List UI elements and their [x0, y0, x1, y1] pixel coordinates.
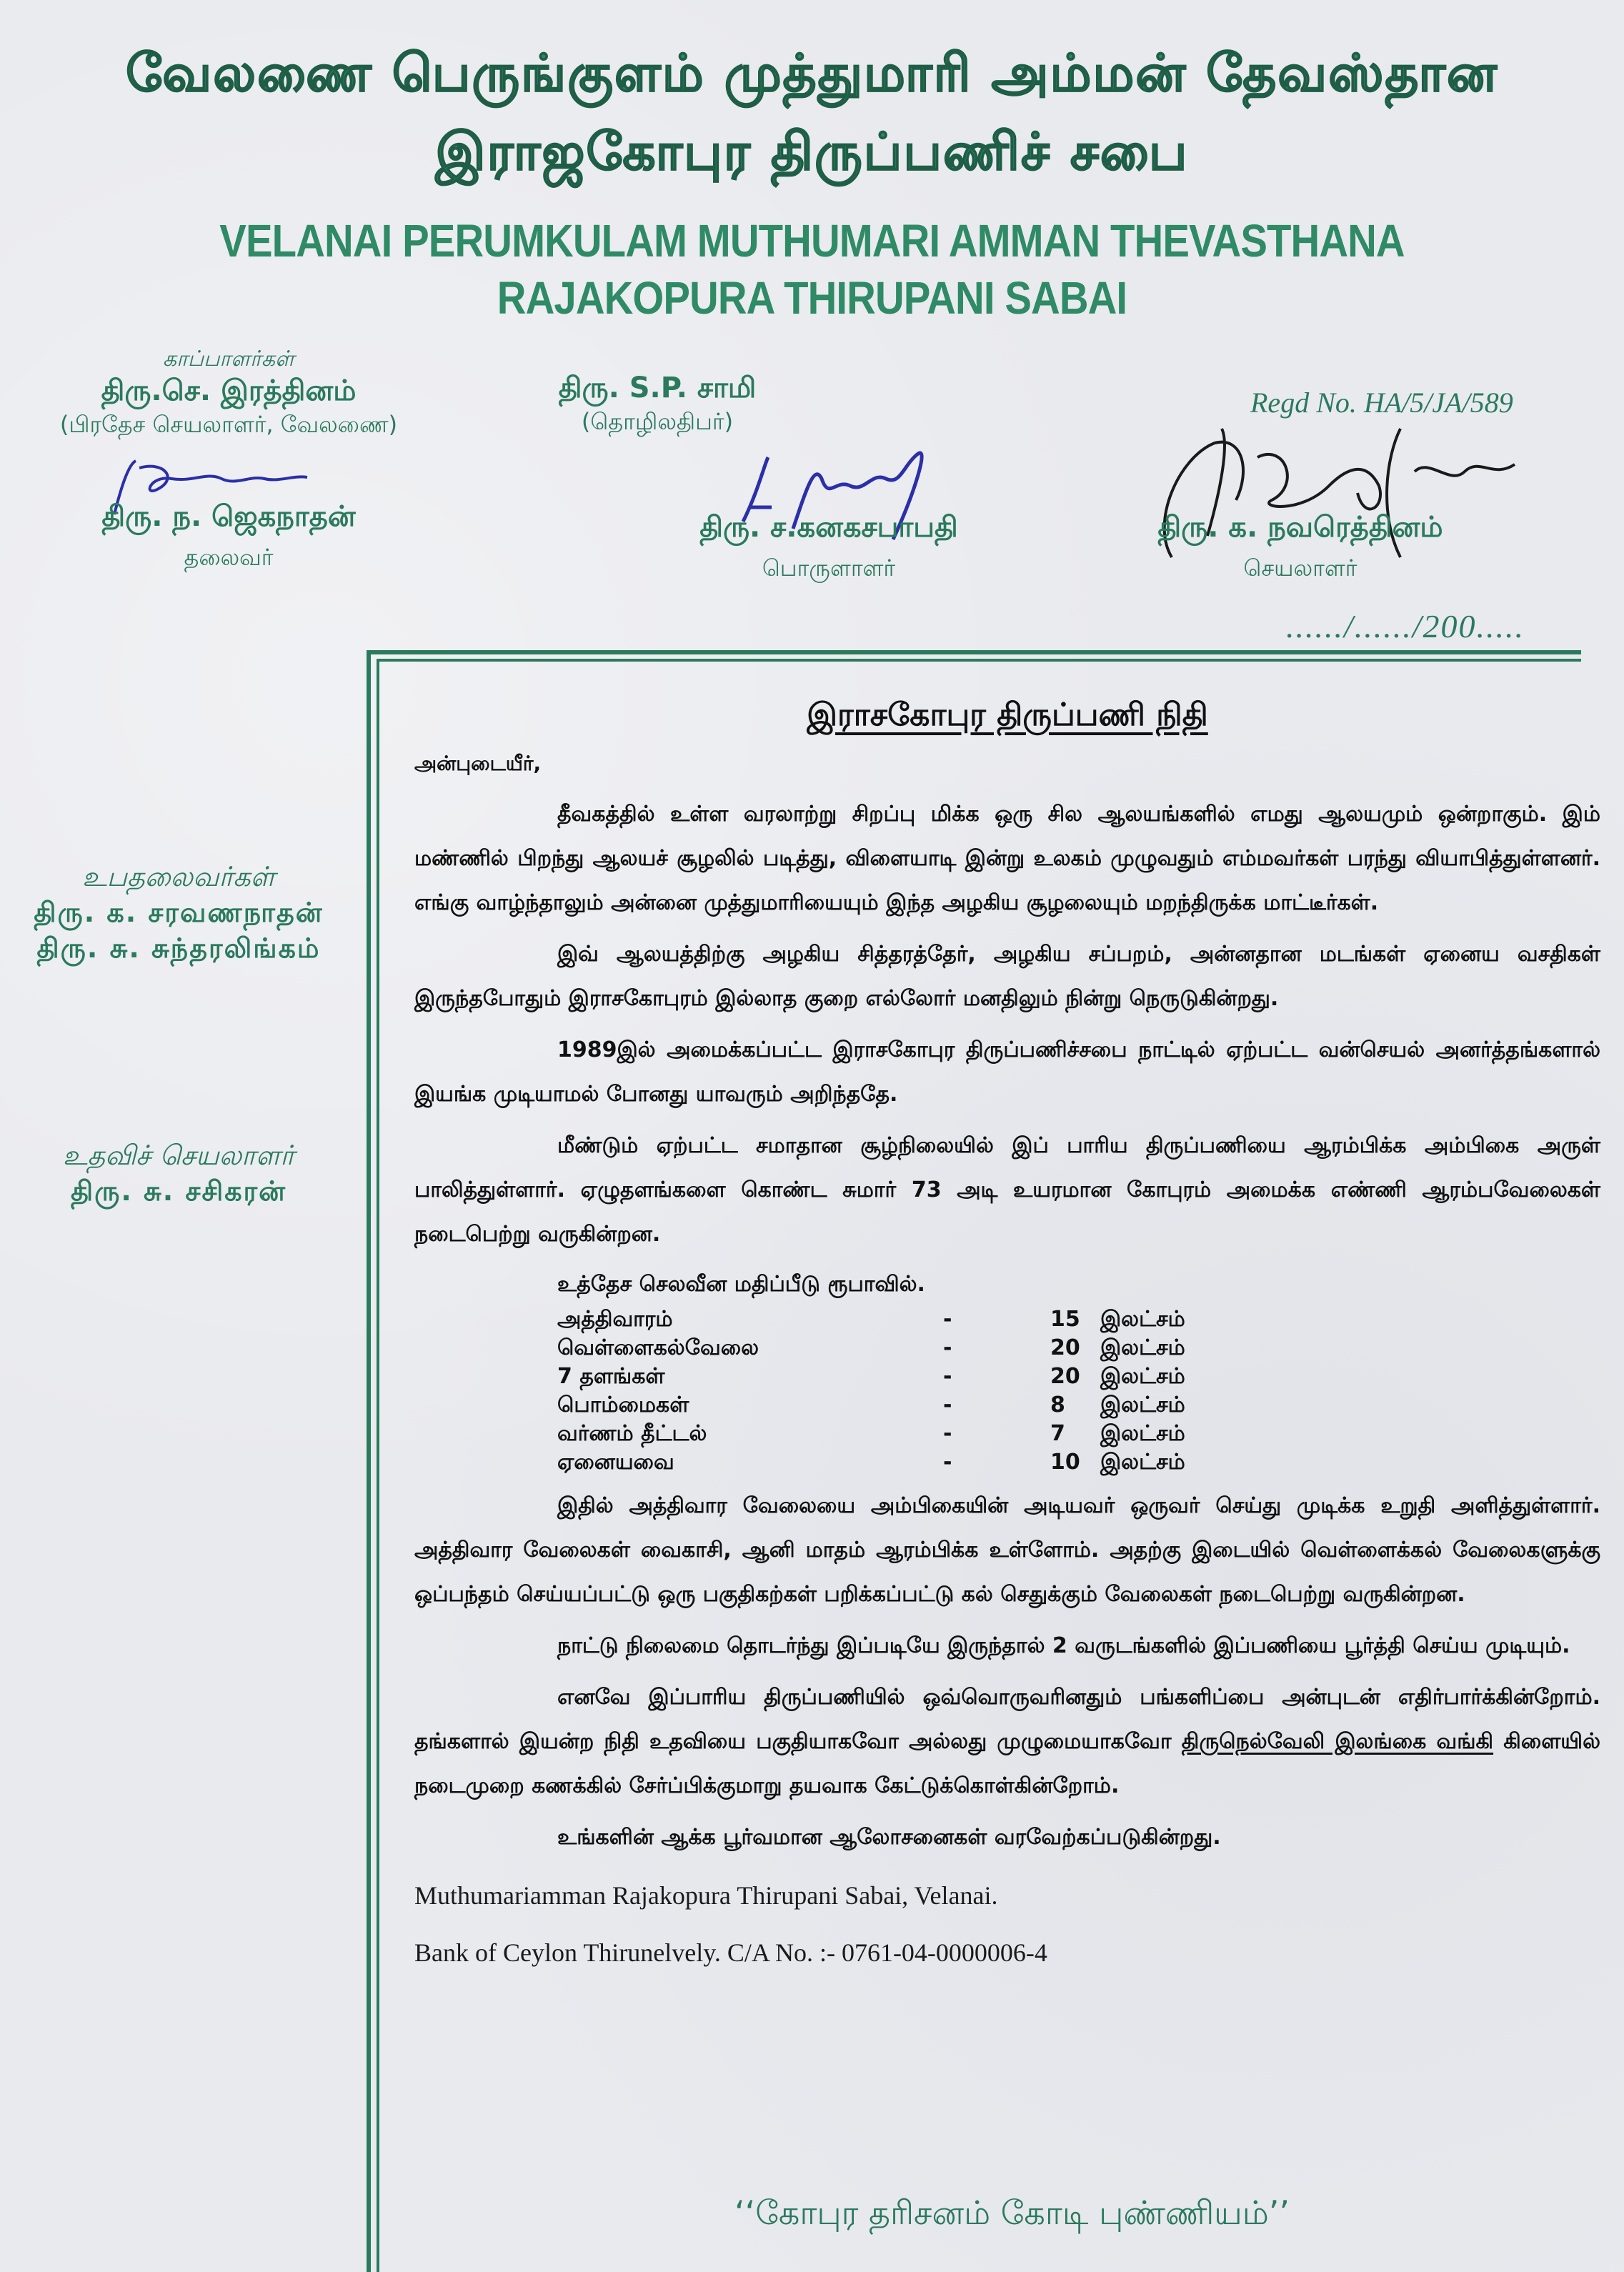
cost-item-value: 8: [1050, 1392, 1065, 1417]
frame-top-inner-border: [377, 659, 1581, 662]
cost-item-dash: -: [943, 1421, 952, 1446]
paragraph-1: தீவகத்தில் உள்ள வரலாற்று சிறப்பு மிக்க ஒரு சில ஆலயங்களில் எமது ஆலயமும் ஒன்றாகும். இம் மண்ணில் பிறந்து ஆலயச் சூழலில் படித்து, விளையாடி இன்று உலகம் முழுவதும் எம்மவர்கள் பரந்து வியாபித்துள்ளனர். எங்கு வாழ்ந்தாலும் அன்னை முத்துமாரியையும் இந்த அழகிய சூழலையும் மறந்திருக்க மாட்டீர்கள்.: [414, 802, 1600, 915]
cost-item-value: 7: [1050, 1421, 1065, 1446]
cost-item-unit: இலட்சம்: [1100, 1364, 1185, 1389]
cost-item-dash: -: [943, 1364, 952, 1389]
asst-secretary-label: உதவிச் செயலாளர்: [62, 1140, 295, 1171]
letter-body: [414, 697, 1600, 1981]
frame-left-inner-border: [377, 659, 379, 2272]
cost-item-name: ஏனையவை: [557, 1450, 674, 1475]
patron-block-2: [514, 372, 800, 438]
bank-name-tamil: திருநெல்வேலி இலங்கை வங்கி: [1181, 1729, 1494, 1754]
paragraph-7-part-a: எனவே இப்பாரிய திருப்பணியில் ஒவ்வொருவரினதும் பங்களிப்பை அன்புடன் எதிர்பார்க்கின்றோம். தங்களால் இயன்ற நிதி உதவியை பகுதியாகவோ அல்லது முழுமையாகவோ: [414, 1685, 1600, 1754]
treasurer-role: பொருளாளர்: [762, 554, 896, 582]
paragraph-4: மீண்டும் ஏற்பட்ட சமாதான சூழ்நிலையில் இப் பாரிய திருப்பணியை ஆரம்பிக்க அம்பிகை அருள் பாலித்துள்ளார். ஏழுதளங்களை கொண்ட சுமார் 73 அடி உயரமான கோபுரம் அமைக்க எண்ணி ஆரம்பவேலைகள் நடைபெற்று வருகின்றன.: [414, 1133, 1600, 1247]
date-field: ....../....../200.....: [1286, 608, 1525, 644]
cost-row: [557, 1391, 1600, 1420]
frame-top-border: [367, 650, 1581, 654]
cost-row: [557, 1334, 1600, 1362]
president-name: திரு. ந. ஜெகநாதன்: [101, 500, 356, 533]
asst-secretary-group: [0, 1140, 357, 1211]
cost-estimate-table: [557, 1264, 1600, 1477]
secretary-block: [1115, 511, 1486, 584]
paragraph-2: இவ் ஆலயத்திற்கு அழகிய சித்தரத்தேர், அழகிய சப்பறம், அன்னதான மடங்கள் ஏனைய வசதிகள் இருந்தபோதும் இராசகோபுரம் இல்லாத குறை எல்லோர் மனதிலும் நின்று நெருடுகின்றது.: [414, 942, 1600, 1011]
cost-item-unit: இலட்சம்: [1100, 1450, 1185, 1475]
cost-row: [557, 1420, 1600, 1448]
cost-item-dash: -: [943, 1335, 952, 1360]
frame-left-border: [367, 650, 371, 2272]
paragraph-3: 1989இல் அமைக்கப்பட்ட இராசகோபுர திருப்பணிச்சபை நாட்டில் ஏற்பட்ட வன்செயல் அனர்த்தங்களால் இயங்க முடியாமல் போனது யாவரும் அறிந்ததே.: [414, 1037, 1600, 1107]
bank-account-details: Bank of Ceylon Thirunelvely. C/A No. :- 0761-04-0000006-4: [414, 1938, 1047, 1967]
secretary-name: திரு. க. நவரெத்தினம்: [1157, 511, 1443, 544]
cost-item-unit: இலட்சம்: [1100, 1392, 1185, 1417]
paragraph-7-part-b: கிளையில் நடைமுறை கணக்கில் சேர்ப்பிக்குமாறு தயவாக கேட்டுக்கொள்கின்றோம்.: [414, 1729, 1600, 1798]
patron2-name: திரு. S.P. சாமி: [558, 372, 757, 404]
cost-item-dash: -: [943, 1392, 952, 1417]
cost-item-value: 20: [1050, 1364, 1080, 1389]
paragraph-7: [414, 1675, 1600, 1808]
patrons-label: காப்பாளர்கள்: [162, 347, 295, 372]
treasurer-block: [643, 511, 1015, 584]
english-title-line2: RAJAKOPURA THIRUPANI SABAI: [497, 272, 1127, 324]
patron-block-1: [43, 347, 414, 441]
cost-item-name: அத்திவாரம்: [557, 1307, 673, 1332]
cost-item-name: வர்ணம் தீட்டல்: [557, 1421, 707, 1446]
tamil-title-line2: இராஜகோபுர திருப்பணிச் சபை: [435, 121, 1189, 181]
president-role: தலைவர்: [184, 544, 274, 571]
cost-item-dash: -: [943, 1450, 952, 1475]
registration-number: Regd No. HA/5/JA/589: [1250, 387, 1513, 419]
letter-title: இராசகோபுர திருப்பணி நிதி: [807, 697, 1208, 733]
patron1-name: திரு.செ. இரத்தினம்: [101, 374, 357, 407]
cost-item-value: 20: [1050, 1335, 1080, 1360]
asst-secretary-name: திரு. சு. சசிகரன்: [70, 1175, 287, 1207]
vice-president-1: திரு. க. சரவணநாதன்: [34, 897, 324, 928]
english-title-line1: VELANAI PERUMKULAM MUTHUMARI AMMAN THEVASTHANA: [219, 215, 1405, 266]
vice-president-2: திரு. சு. சுந்தரலிங்கம்: [36, 932, 321, 964]
cost-item-dash: -: [943, 1307, 952, 1332]
secretary-role: செயலாளர்: [1243, 554, 1358, 582]
cost-item-name: 7 தளங்கள்: [557, 1364, 665, 1389]
treasurer-name: திரு. ச.கனகசபாபதி: [699, 511, 958, 544]
cost-item-unit: இலட்சம்: [1100, 1307, 1185, 1332]
cost-item-unit: இலட்சம்: [1100, 1335, 1185, 1360]
salutation: அன்புடையீர்,: [414, 752, 542, 775]
vice-presidents-label: உபதலைவர்கள்: [82, 861, 275, 892]
cost-row: [557, 1305, 1600, 1334]
organization-name-english: Muthumariamman Rajakopura Thirupani Sabai, Velanai.: [414, 1881, 998, 1910]
cost-item-unit: இலட்சம்: [1100, 1421, 1185, 1446]
cost-item-name: வெள்ளைகல்வேலை: [557, 1335, 759, 1360]
paragraph-6: நாட்டு நிலைமை தொடர்ந்து இப்படியே இருந்தால் 2 வருடங்களில் இப்பணியை பூர்த்தி செய்ய முடியும்.: [557, 1633, 1570, 1658]
cost-heading: உத்தேச செலவீன மதிப்பீடு ரூபாவில்.: [557, 1272, 925, 1297]
patron2-desc: (தொழிலதிபர்): [581, 408, 734, 435]
tamil-title-line1: வேலணை பெருங்குளம் முத்துமாரி அம்மன் தேவஸ்தான: [126, 43, 1498, 103]
cost-item-name: பொம்மைகள்: [557, 1392, 689, 1417]
patron1-desc: (பிரதேச செயலாளர், வேலணை): [59, 411, 398, 438]
cost-item-value: 10: [1050, 1450, 1080, 1475]
paragraph-5: இதில் அத்திவார வேலையை அம்பிகையின் அடியவர் ஒருவர் செய்து முடிக்க உறுதி அளித்துள்ளார். அத்திவார வேலைகள் வைகாசி, ஆனி மாதம் ஆரம்பிக்க உள்ளோம். அதற்கு இடையில் வெள்ளைக்கல் வேலைகளுக்கு ஒப்பந்தம் செய்யப்பட்டு ஒரு பகுதிகற்கள் பறிக்கப்பட்டு கல் செதுக்கும் வேலைகள் நடைபெற்று வருகின்றன.: [414, 1493, 1600, 1607]
vice-presidents-group: [0, 861, 357, 968]
cost-row: [557, 1448, 1600, 1477]
president-block: [43, 500, 414, 574]
cost-item-value: 15: [1050, 1307, 1080, 1332]
motto: ‘‘கோபுர தரிசனம் கோடி புண்ணியம்’’: [734, 2193, 1290, 2232]
paragraph-8: உங்களின் ஆக்க பூர்வமான ஆலோசனைகள் வரவேற்கப்படுகின்றது.: [557, 1825, 1221, 1850]
cost-row: [557, 1362, 1600, 1391]
